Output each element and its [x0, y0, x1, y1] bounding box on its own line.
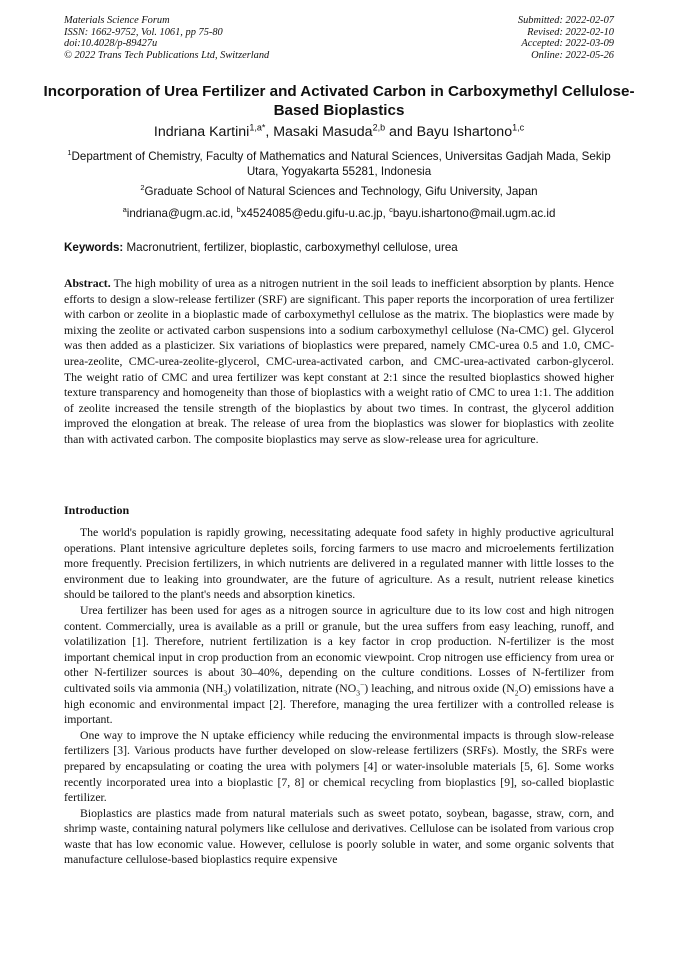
affiliation-text: Graduate School of Natural Sciences and Technology, Gifu University, Japan [144, 185, 538, 198]
abstract [64, 276, 614, 448]
author-separator: and [385, 124, 417, 140]
author-separator: , [265, 124, 274, 140]
doi-line: doi:10.4028/p-89427u [64, 38, 158, 50]
author-name: Indriana Kartini [153, 124, 250, 140]
email-mark: b [236, 205, 241, 215]
keywords-label: Keywords: [64, 241, 124, 254]
author-affiliation-mark: 2,b [372, 122, 386, 133]
paragraph-text: ) leaching, and nitrous oxide (N [364, 681, 515, 695]
author-affiliation-mark: 1,a* [249, 122, 266, 133]
abstract-label: Abstract. [64, 277, 111, 290]
introduction-heading: Introduction [64, 503, 130, 517]
subscript: 3 [223, 688, 228, 698]
issn-line: ISSN: 1662-9752, Vol. 1061, pp 75-80 [64, 26, 223, 38]
author-list [40, 123, 638, 141]
paragraph: The world's population is rapidly growing, necessitating adequate food safety in highly productive agricultural operations. Plant intensive agriculture depletes soils, forcing farmers to use macro and microelements fertilization more frequently. Precision fertilizers, in which nutrients are delivered in a regulated manner with little losses to the environment due to leaking into groundwater, are the future of agriculture. As a result, nutrient release kinetics should be tailored to the plant's needs and absorption kinetics. [64, 526, 614, 602]
superscript: − [360, 680, 365, 690]
subscript: 2 [514, 688, 519, 698]
revised-date: Revised: 2022-02-10 [527, 26, 614, 38]
author-emails [60, 207, 618, 222]
journal-name: Materials Science Forum [64, 15, 170, 26]
paragraph-text: O) emissions have a high economic and environmental impact [2]. Therefore, managing the urea fertilizer with a controlled release is important. [64, 681, 614, 727]
copyright-line: © 2022 Trans Tech Publications Ltd, Switzerland [64, 49, 270, 61]
online-date: Online: 2022-05-26 [531, 49, 614, 61]
paragraph-text: Urea fertilizer has been used for ages as a nitrogen source in agriculture due to its low cost and high nitrogen content. Commercially, urea is available as a prill or granule, but the urea suffers from easy leaching, runoff, and volatilization [1]. Therefore, nutrient fertilization is a key factor in crop production. N-fertilizer is the most important chemical input in crop production from an economic viewpoint. Crop nitrogen use efficiency from urea or other N-fertilizer sources is about 30–40%, depending on the culture conditions. Losses of N-fertilizer from cultivated soils via ammonia (NH [64, 603, 614, 695]
affiliation-2 [60, 185, 618, 200]
email-mark: c [389, 205, 393, 215]
keywords [64, 241, 616, 255]
author-affiliation-mark: 1,c [512, 122, 525, 133]
author-name: Bayu Ishartono [416, 124, 513, 140]
dates-header [518, 15, 614, 61]
subscript: 3 [356, 688, 361, 698]
introduction-body [64, 525, 614, 868]
paragraph: Bioplastics are plastics made from natural materials such as sweet potato, soybean, bagasse, straw, corn, and shrimp waste, containing natural polymers like cellulose and derivatives. Cellulose can be isolated from various crop waste that has low economic value. However, cellulose is poorly soluble in water, and some organic solvents that manufacture cellulose-based bioplastics require expensive [64, 806, 614, 867]
paragraph-text: ) volatilization, nitrate (NO [227, 681, 357, 695]
email-mark: a [122, 205, 127, 215]
paper-title: Incorporation of Urea Fertilizer and Activated Carbon in Carboxymethyl Cellulose-Based Bioplastics [43, 83, 635, 119]
email-link[interactable]: indriana@ugm.ac.id, [126, 207, 237, 220]
paragraph [64, 603, 614, 728]
abstract-text: The high mobility of urea as a nitrogen nutrient in the soil leads to inefficient absorption by plants. Hence efforts to design a slow-release fertilizer (SRF) are significant. This paper reports the incorporation of urea fertilizer with carbon or zeolite in a bioplastic made of carboxymethyl cellulose as the matrix. The bioplastics were made by mixing the zeolite or activated carbon suspensions into a sodium carboxymethyl cellulose (Na-CMC) gel. Glycerol was then added as a plasticizer. Six variations of bioplastics were prepared, namely CMC-urea 0.5 and 1.0, CMC-urea-zeolite, CMC-urea-zeolite-glycerol, CMC-urea-activated carbon, and CMC-urea-activated carbon-glycerol. The weight ratio of CMC and urea fertilizer was kept constant at 2:1 since the resulted bioplastics showed higher texture transparency and homogeneity than those of bioplastics with a weight ratio of CMC to urea 1:1. The addition of zeolite increased the tensile strength of the bioplastics by about two times. In contrast, the glycerol addition improved the elongation at break. The release of urea from the bioplastics was slower for bioplastics with zeolite than with activated carbon. The composite bioplastics may serve as slow-release urea for agriculture. [64, 277, 614, 446]
paragraph: One way to improve the N uptake efficiency while reducing the environmental impacts is through slow-release fertilizers [3]. Various products have further developed on slow-release fertilizers (SRFs). Mostly, the SRFs were prepared by encapsulating or coating the urea with polymers [4] or water-insoluble materials [5, 6]. Some works recently incorporated urea into a bioplastic [7, 8] or chemical recycling from bioplastics [9], so-called bioplastic fertilizer. [64, 728, 614, 805]
author-name: Masaki Masuda [273, 124, 373, 140]
email-link[interactable]: bayu.ishartono@mail.ugm.ac.id [392, 207, 556, 220]
accepted-date: Accepted: 2022-03-09 [521, 38, 614, 50]
submitted-date: Submitted: 2022-02-07 [517, 15, 614, 26]
journal-header [64, 15, 269, 61]
affiliation-mark: 2 [140, 183, 145, 193]
affiliation-1 [60, 150, 618, 179]
affiliation-text: Department of Chemistry, Faculty of Mathematics and Natural Sciences, Universitas Gadjah Mada, Sekip Utara, Yogyakarta 55281, Indonesia [71, 150, 611, 178]
keywords-text: Macronutrient, fertilizer, bioplastic, carboxymethyl cellulose, urea [123, 241, 458, 254]
affiliation-mark: 1 [67, 148, 72, 158]
email-link[interactable]: x4524085@edu.gifu-u.ac.jp, [240, 207, 390, 220]
